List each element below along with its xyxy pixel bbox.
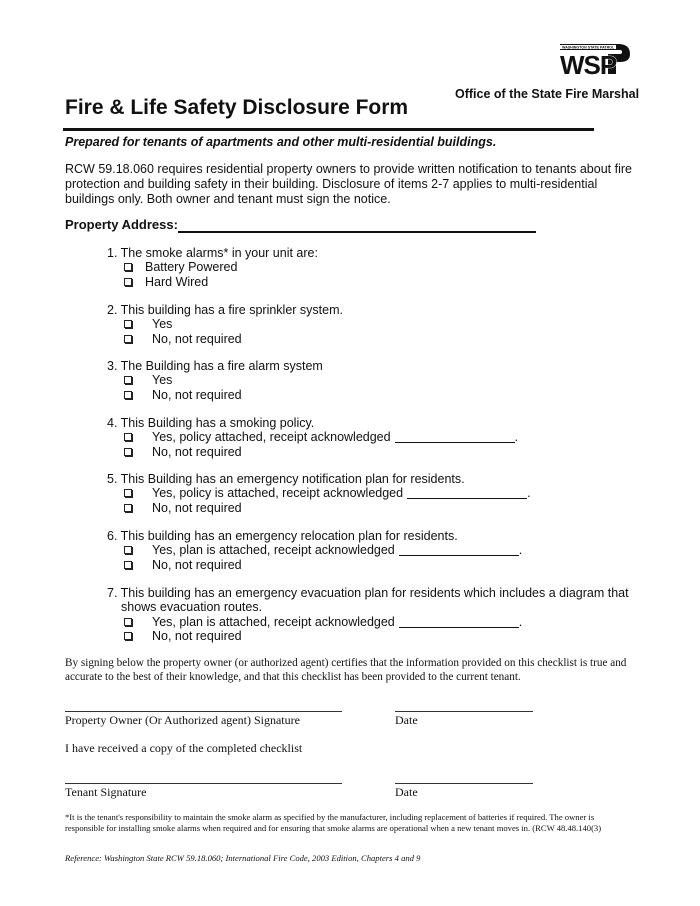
option-hard-wired[interactable] (107, 275, 318, 289)
option-yes[interactable] (107, 430, 518, 444)
checkbox-icon[interactable] (124, 278, 132, 286)
receipt-acknowledged-field[interactable] (407, 487, 527, 499)
option-label: Yes, policy is attached, receipt acknowledged (152, 486, 404, 501)
owner-signature-field[interactable] (65, 711, 342, 712)
question-3 (107, 359, 323, 402)
checkbox-icon[interactable] (124, 448, 132, 456)
option-no[interactable] (107, 501, 531, 515)
received-copy-text: I have received a copy of the completed checklist (65, 741, 303, 755)
option-no[interactable] (107, 332, 343, 346)
option-label: Battery Powered (145, 260, 238, 275)
option-label: Yes, policy attached, receipt acknowledged (152, 430, 391, 445)
question-text: 6. This building has an emergency relocation plan for residents. (107, 529, 458, 543)
checkbox-icon[interactable] (124, 618, 132, 626)
property-address-label: Property Address: (65, 217, 178, 232)
question-text: 1. The smoke alarms* in your unit are: (107, 246, 318, 260)
option-label: No, not required (152, 444, 242, 459)
option-label: No, not required (152, 387, 242, 402)
checkbox-icon[interactable] (124, 561, 132, 569)
checkbox-icon[interactable] (124, 433, 132, 441)
option-no[interactable] (107, 388, 323, 402)
wsp-logo-graphic (558, 40, 632, 78)
page-subtitle: Prepared for tenants of apartments and other multi-residential buildings. (65, 135, 497, 149)
checkbox-icon[interactable] (124, 546, 132, 554)
option-yes[interactable] (107, 543, 522, 557)
tenant-date-field[interactable] (395, 783, 533, 784)
period: . (518, 614, 523, 629)
owner-signature-label: Property Owner (Or Authorized agent) Signature (65, 713, 300, 727)
option-label: No, not required (152, 628, 242, 643)
office-name: Office of the State Fire Marshal (455, 87, 640, 101)
question-text: 2. This building has a fire sprinkler system. (107, 303, 343, 317)
receipt-acknowledged-field[interactable] (399, 544, 519, 556)
option-yes[interactable] (107, 373, 323, 387)
receipt-acknowledged-field[interactable] (399, 616, 519, 628)
option-label: Yes, plan is attached, receipt acknowledged (152, 543, 395, 558)
question-5 (107, 472, 531, 515)
option-label: Yes (152, 373, 173, 388)
checkbox-icon[interactable] (124, 320, 132, 328)
option-no[interactable] (107, 629, 629, 643)
checkbox-icon[interactable] (124, 632, 132, 640)
question-1 (107, 246, 318, 289)
option-label: Hard Wired (145, 274, 209, 289)
option-label: No, not required (152, 331, 242, 346)
wsp-logo (558, 40, 632, 78)
certification-text: By signing below the property owner (or authorized agent) certifies that the information provided on this checklist is true and accurate to the best of their knowledge, and that this checklist has been provided to the current tenant. (65, 657, 627, 684)
option-label: No, not required (152, 557, 242, 572)
tenant-signature-label: Tenant Signature (65, 785, 147, 799)
option-yes[interactable] (107, 615, 629, 629)
checkbox-icon[interactable] (124, 504, 132, 512)
property-address-field[interactable] (178, 231, 536, 233)
question-text: 4. This Building has a smoking policy. (107, 416, 315, 430)
checkbox-icon[interactable] (124, 335, 132, 343)
option-label: No, not required (152, 500, 242, 515)
option-label: Yes, plan is attached, receipt acknowledged (152, 614, 395, 629)
question-6 (107, 529, 522, 572)
option-no[interactable] (107, 558, 522, 572)
option-yes[interactable] (107, 486, 531, 500)
checkbox-icon[interactable] (124, 263, 132, 271)
title-rule (63, 128, 594, 131)
footnote: *It is the tenant's responsibility to maintain the smoke alarm as specified by the manufacturer, including replacement of batteries if required. The owner is responsible for installing smoke alarms when required and for ensuring that smoke alarms are operational when a new tenant moves in. (RCW 48.48.140(3) (65, 812, 602, 833)
question-7 (107, 586, 629, 643)
tenant-date-label: Date (395, 785, 418, 799)
checkbox-icon[interactable] (124, 376, 132, 384)
question-2 (107, 303, 343, 346)
logo-subtext: WASHINGTON STATE PATROL (562, 45, 615, 50)
option-yes[interactable] (107, 317, 343, 331)
checkbox-icon[interactable] (124, 391, 132, 399)
period: . (518, 543, 523, 558)
question-text-continued: shows evacuation routes. (121, 600, 263, 615)
option-battery-powered[interactable] (107, 260, 318, 274)
reference: Reference: Washington State RCW 59.18.060; International Fire Code, 2003 Edition, Chapters 4 and 9 (65, 853, 421, 863)
option-label: Yes (152, 317, 173, 332)
receipt-acknowledged-field[interactable] (395, 431, 515, 443)
question-text: 7. This building has an emergency evacuation plan for residents which includes a diagram that (107, 586, 629, 600)
page-title: Fire & Life Safety Disclosure Form (65, 96, 409, 119)
question-4 (107, 416, 518, 459)
period: . (527, 486, 531, 501)
period: . (514, 430, 519, 445)
intro-paragraph: RCW 59.18.060 requires residential property owners to provide written notification to tenants about fire protection and building safety in their building. Disclosure of items 2-7 applies to multi-residential buildings only. Both owner and tenant must sign the notice. (65, 162, 632, 206)
question-text: 5. This Building has an emergency notification plan for residents. (107, 472, 465, 486)
tenant-signature-field[interactable] (65, 783, 342, 784)
logo-text: WSP (560, 50, 617, 78)
owner-date-field[interactable] (395, 711, 533, 712)
option-no[interactable] (107, 445, 518, 459)
question-text: 3. The Building has a fire alarm system (107, 359, 323, 373)
owner-date-label: Date (395, 713, 418, 727)
checkbox-icon[interactable] (124, 489, 132, 497)
